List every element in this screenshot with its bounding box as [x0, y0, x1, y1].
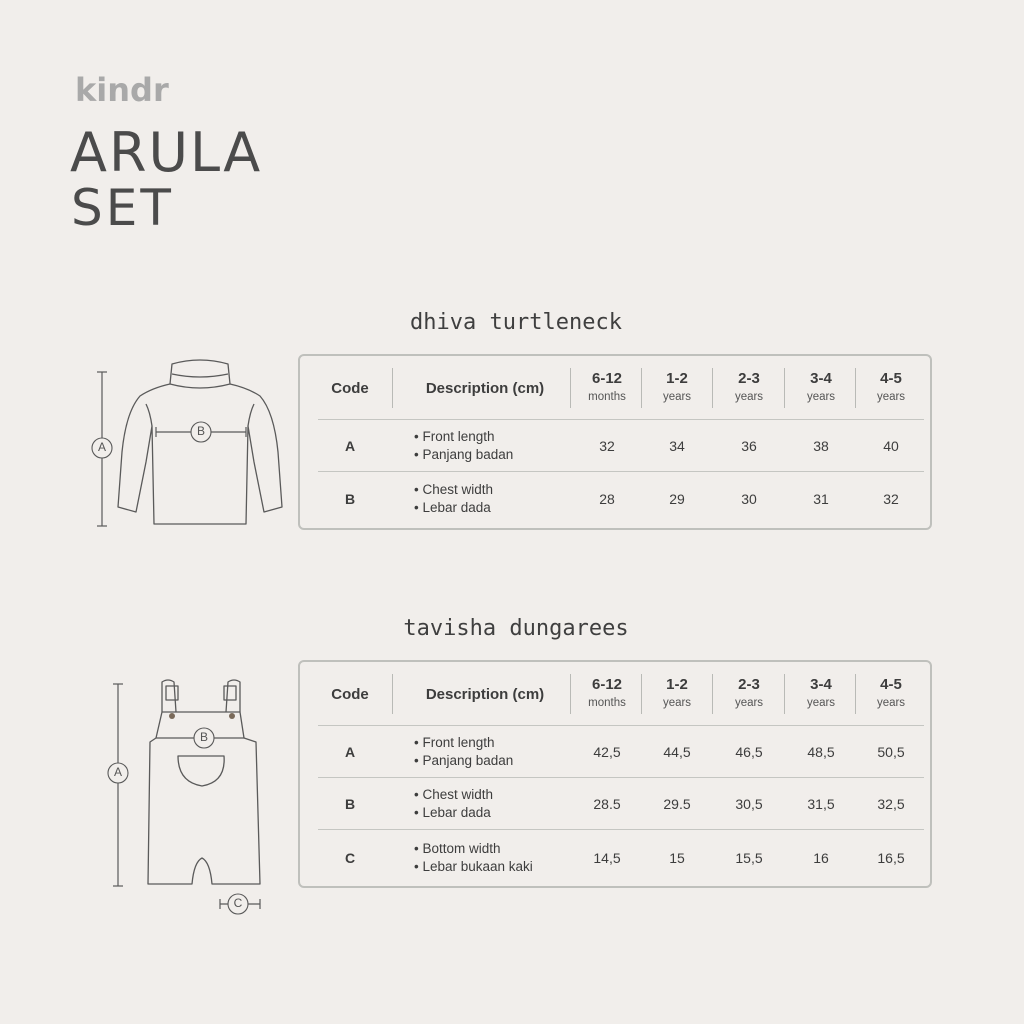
header-size-unit: months: [588, 391, 626, 403]
header-size-unit: years: [734, 391, 764, 403]
table-header-row: [300, 662, 930, 726]
row-value: 50,5: [877, 744, 905, 760]
table-row: [300, 778, 930, 830]
row-value: 48,5: [807, 744, 835, 760]
header-size-range: 4-5: [880, 676, 902, 693]
row-value: 16,5: [877, 850, 905, 866]
row-code: B: [344, 491, 356, 507]
dungarees-diagram: [104, 672, 274, 922]
header-code: Code: [331, 685, 369, 703]
row-value: 32: [599, 438, 615, 454]
row-desc-en: • Bottom width: [414, 841, 501, 856]
dungarees-label-c: C: [233, 896, 243, 910]
row-value: 30: [741, 491, 757, 507]
row-desc-id: • Lebar dada: [414, 805, 491, 820]
page-subtitle: SET: [71, 179, 174, 237]
header-code: Code: [331, 379, 369, 397]
row-desc-id: • Lebar bukaan kaki: [414, 859, 533, 874]
header-size-unit: years: [662, 391, 692, 403]
row-value: 31: [813, 491, 829, 507]
header-size-range: 3-4: [810, 370, 832, 387]
row-value: 16: [813, 850, 829, 866]
row-desc-id: • Panjang badan: [414, 447, 514, 462]
header-description: Description (cm): [425, 685, 545, 703]
header-size-range: 6-12: [591, 676, 623, 693]
header-size-range: 6-12: [591, 370, 623, 387]
row-value: 32: [883, 491, 899, 507]
row-value: 28.5: [593, 796, 621, 812]
row-desc-en: • Chest width: [414, 787, 494, 802]
row-value: 15: [669, 850, 685, 866]
row-value: 32,5: [877, 796, 905, 812]
header-size-range: 2-3: [738, 676, 760, 693]
header-size-range: 1-2: [666, 370, 688, 387]
row-value: 40: [883, 438, 899, 454]
row-value: 28: [599, 491, 615, 507]
row-value: 30,5: [735, 796, 763, 812]
dungarees-label-b: B: [199, 730, 208, 744]
header-size-unit: years: [806, 391, 836, 403]
turtleneck-label-b: B: [196, 424, 205, 438]
table-row: [300, 420, 930, 472]
header-size-unit: years: [662, 697, 692, 709]
row-value: 42,5: [593, 744, 621, 760]
header-size-unit: years: [876, 391, 906, 403]
row-value: 29.5: [663, 796, 691, 812]
table-row: [300, 830, 930, 886]
row-code: A: [344, 438, 356, 454]
header-size-unit: years: [734, 697, 764, 709]
header-size-range: 1-2: [666, 676, 688, 693]
turtleneck-size-table: [298, 354, 932, 530]
row-value: 44,5: [663, 744, 691, 760]
table-row: [300, 472, 930, 526]
table-row: [300, 726, 930, 778]
row-desc-en: • Front length: [414, 735, 495, 750]
row-code: B: [344, 796, 356, 812]
brand-logo: kindr: [75, 71, 169, 109]
turtleneck-title: dhiva turtleneck: [410, 310, 622, 335]
header-size-unit: years: [876, 697, 906, 709]
header-size-unit: years: [806, 697, 836, 709]
header-size-range: 3-4: [810, 676, 832, 693]
row-value: 46,5: [735, 744, 763, 760]
page-title: ARULA: [70, 121, 263, 184]
turtleneck-diagram: [88, 352, 298, 537]
row-value: 29: [669, 491, 685, 507]
header-description: Description (cm): [425, 379, 545, 397]
dungarees-size-table: [298, 660, 932, 888]
row-desc-en: • Chest width: [414, 482, 494, 497]
row-code: A: [344, 744, 356, 760]
header-size-unit: months: [588, 697, 626, 709]
row-value: 38: [813, 438, 829, 454]
table-header-row: [300, 356, 930, 420]
dungarees-label-a: A: [113, 765, 122, 779]
row-value: 36: [741, 438, 757, 454]
row-value: 31,5: [807, 796, 835, 812]
row-value: 15,5: [735, 850, 763, 866]
row-code: C: [344, 850, 356, 866]
header-size-range: 2-3: [738, 370, 760, 387]
row-value: 14,5: [593, 850, 621, 866]
row-desc-id: • Panjang badan: [414, 753, 514, 768]
row-value: 34: [669, 438, 685, 454]
row-desc-id: • Lebar dada: [414, 500, 491, 515]
dungarees-title: tavisha dungarees: [403, 616, 629, 641]
turtleneck-label-a: A: [97, 440, 106, 454]
row-desc-en: • Front length: [414, 429, 495, 444]
header-size-range: 4-5: [880, 370, 902, 387]
